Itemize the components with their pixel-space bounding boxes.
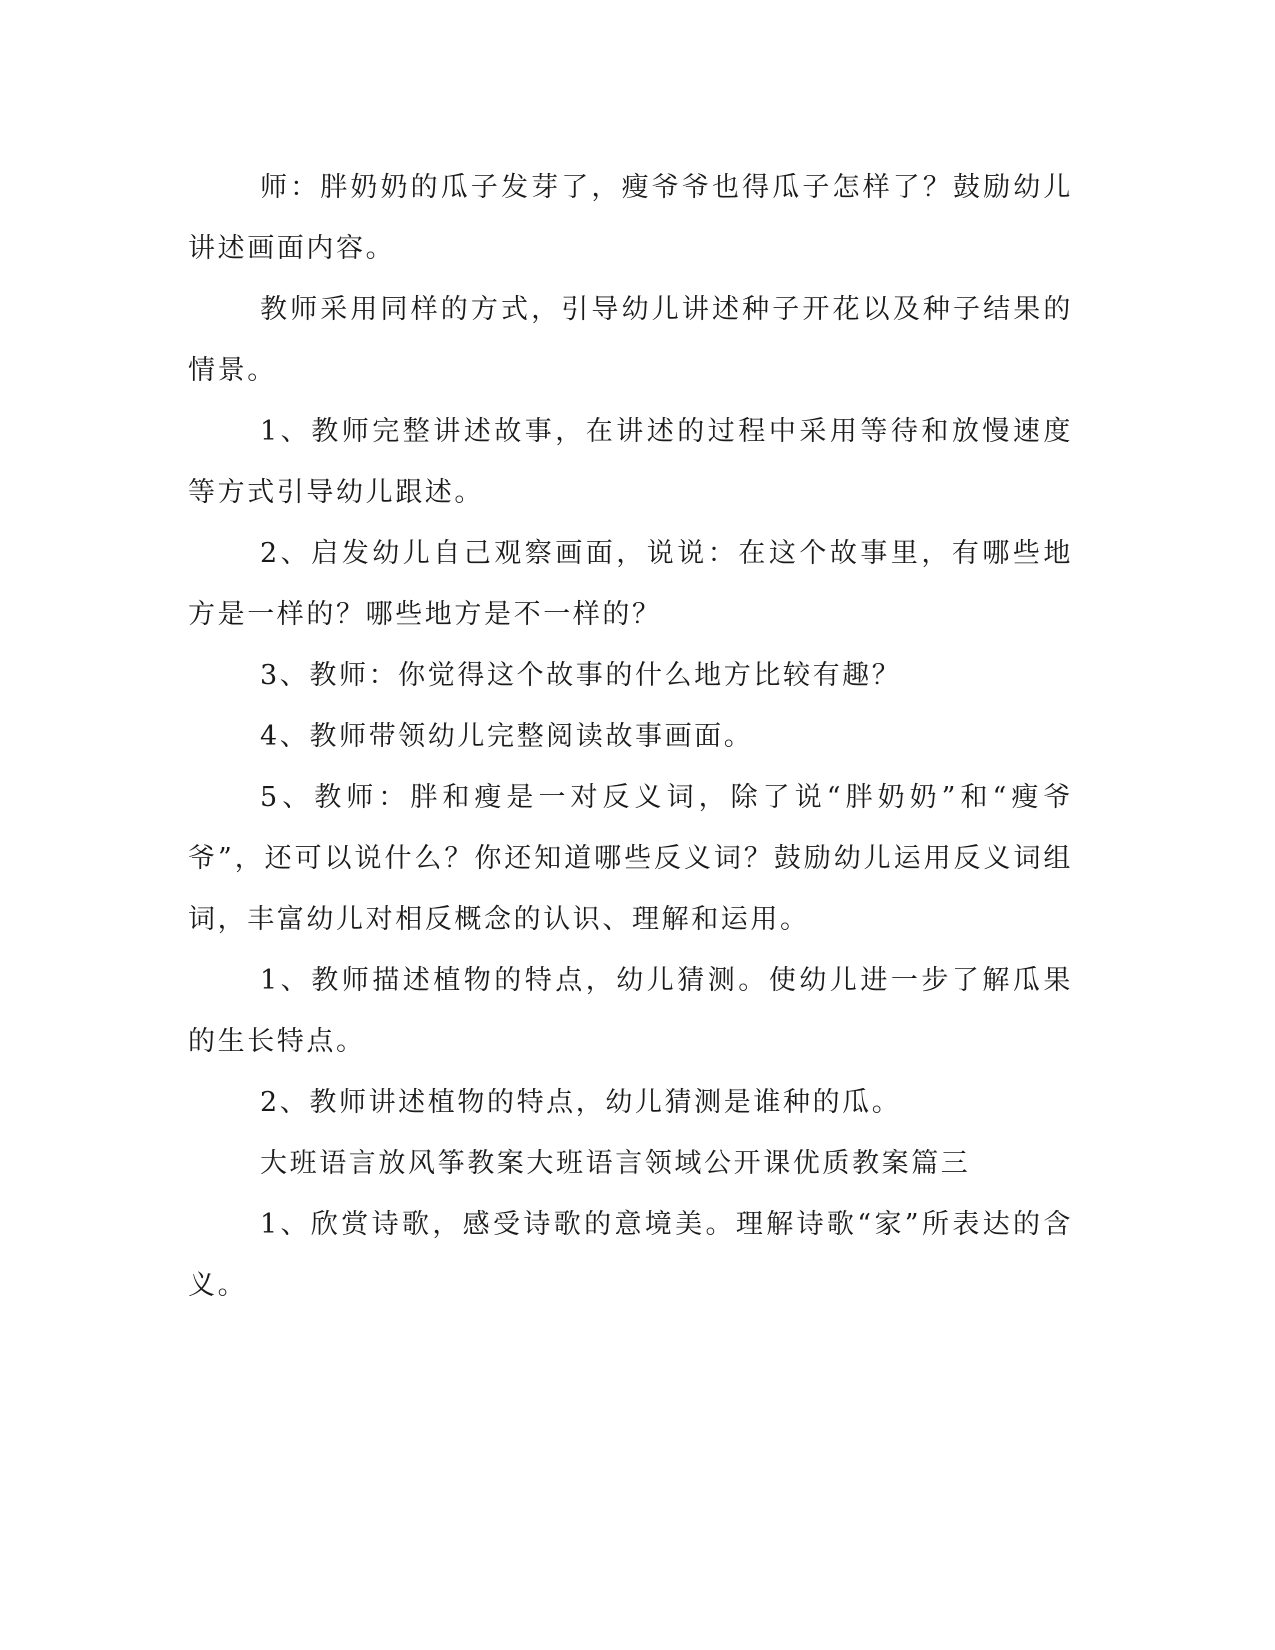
paragraph-8: 1、教师描述植物的特点，幼儿猜测。使幼儿进一步了解瓜果的生长特点。 [188, 965, 1073, 1057]
paragraph-3: 1、教师完整讲述故事，在讲述的过程中采用等待和放慢速度等方式引导幼儿跟述。 [188, 416, 1073, 508]
document-body [188, 157, 1073, 1316]
paragraph-10: 1、欣赏诗歌，感受诗歌的意境美。理解诗歌“家”所表达的含义。 [188, 1209, 1073, 1301]
paragraph-4: 2、启发幼儿自己观察画面，说说：在这个故事里，有哪些地方是一样的？哪些地方是不一样的？ [188, 538, 1073, 630]
paragraph-1: 师：胖奶奶的瓜子发芽了，瘦爷爷也得瓜子怎样了？鼓励幼儿讲述画面内容。 [188, 172, 1073, 264]
paragraph-5: 3、教师：你觉得这个故事的什么地方比较有趣？ [260, 660, 902, 691]
paragraph-2: 教师采用同样的方式，引导幼儿讲述种子开花以及种子结果的情景。 [188, 294, 1073, 386]
paragraph-9: 2、教师讲述植物的特点，幼儿猜测是谁种的瓜。 [260, 1087, 902, 1118]
paragraph-6: 4、教师带领幼儿完整阅读故事画面。 [260, 721, 754, 752]
paragraph-7: 5、教师：胖和瘦是一对反义词，除了说“胖奶奶”和“瘦爷爷”，还可以说什么？你还知道哪些反义词？鼓励幼儿运用反义词组词，丰富幼儿对相反概念的认识、理解和运用。 [188, 782, 1073, 935]
section-heading: 大班语言放风筝教案大班语言领域公开课优质教案篇三 [260, 1148, 971, 1179]
